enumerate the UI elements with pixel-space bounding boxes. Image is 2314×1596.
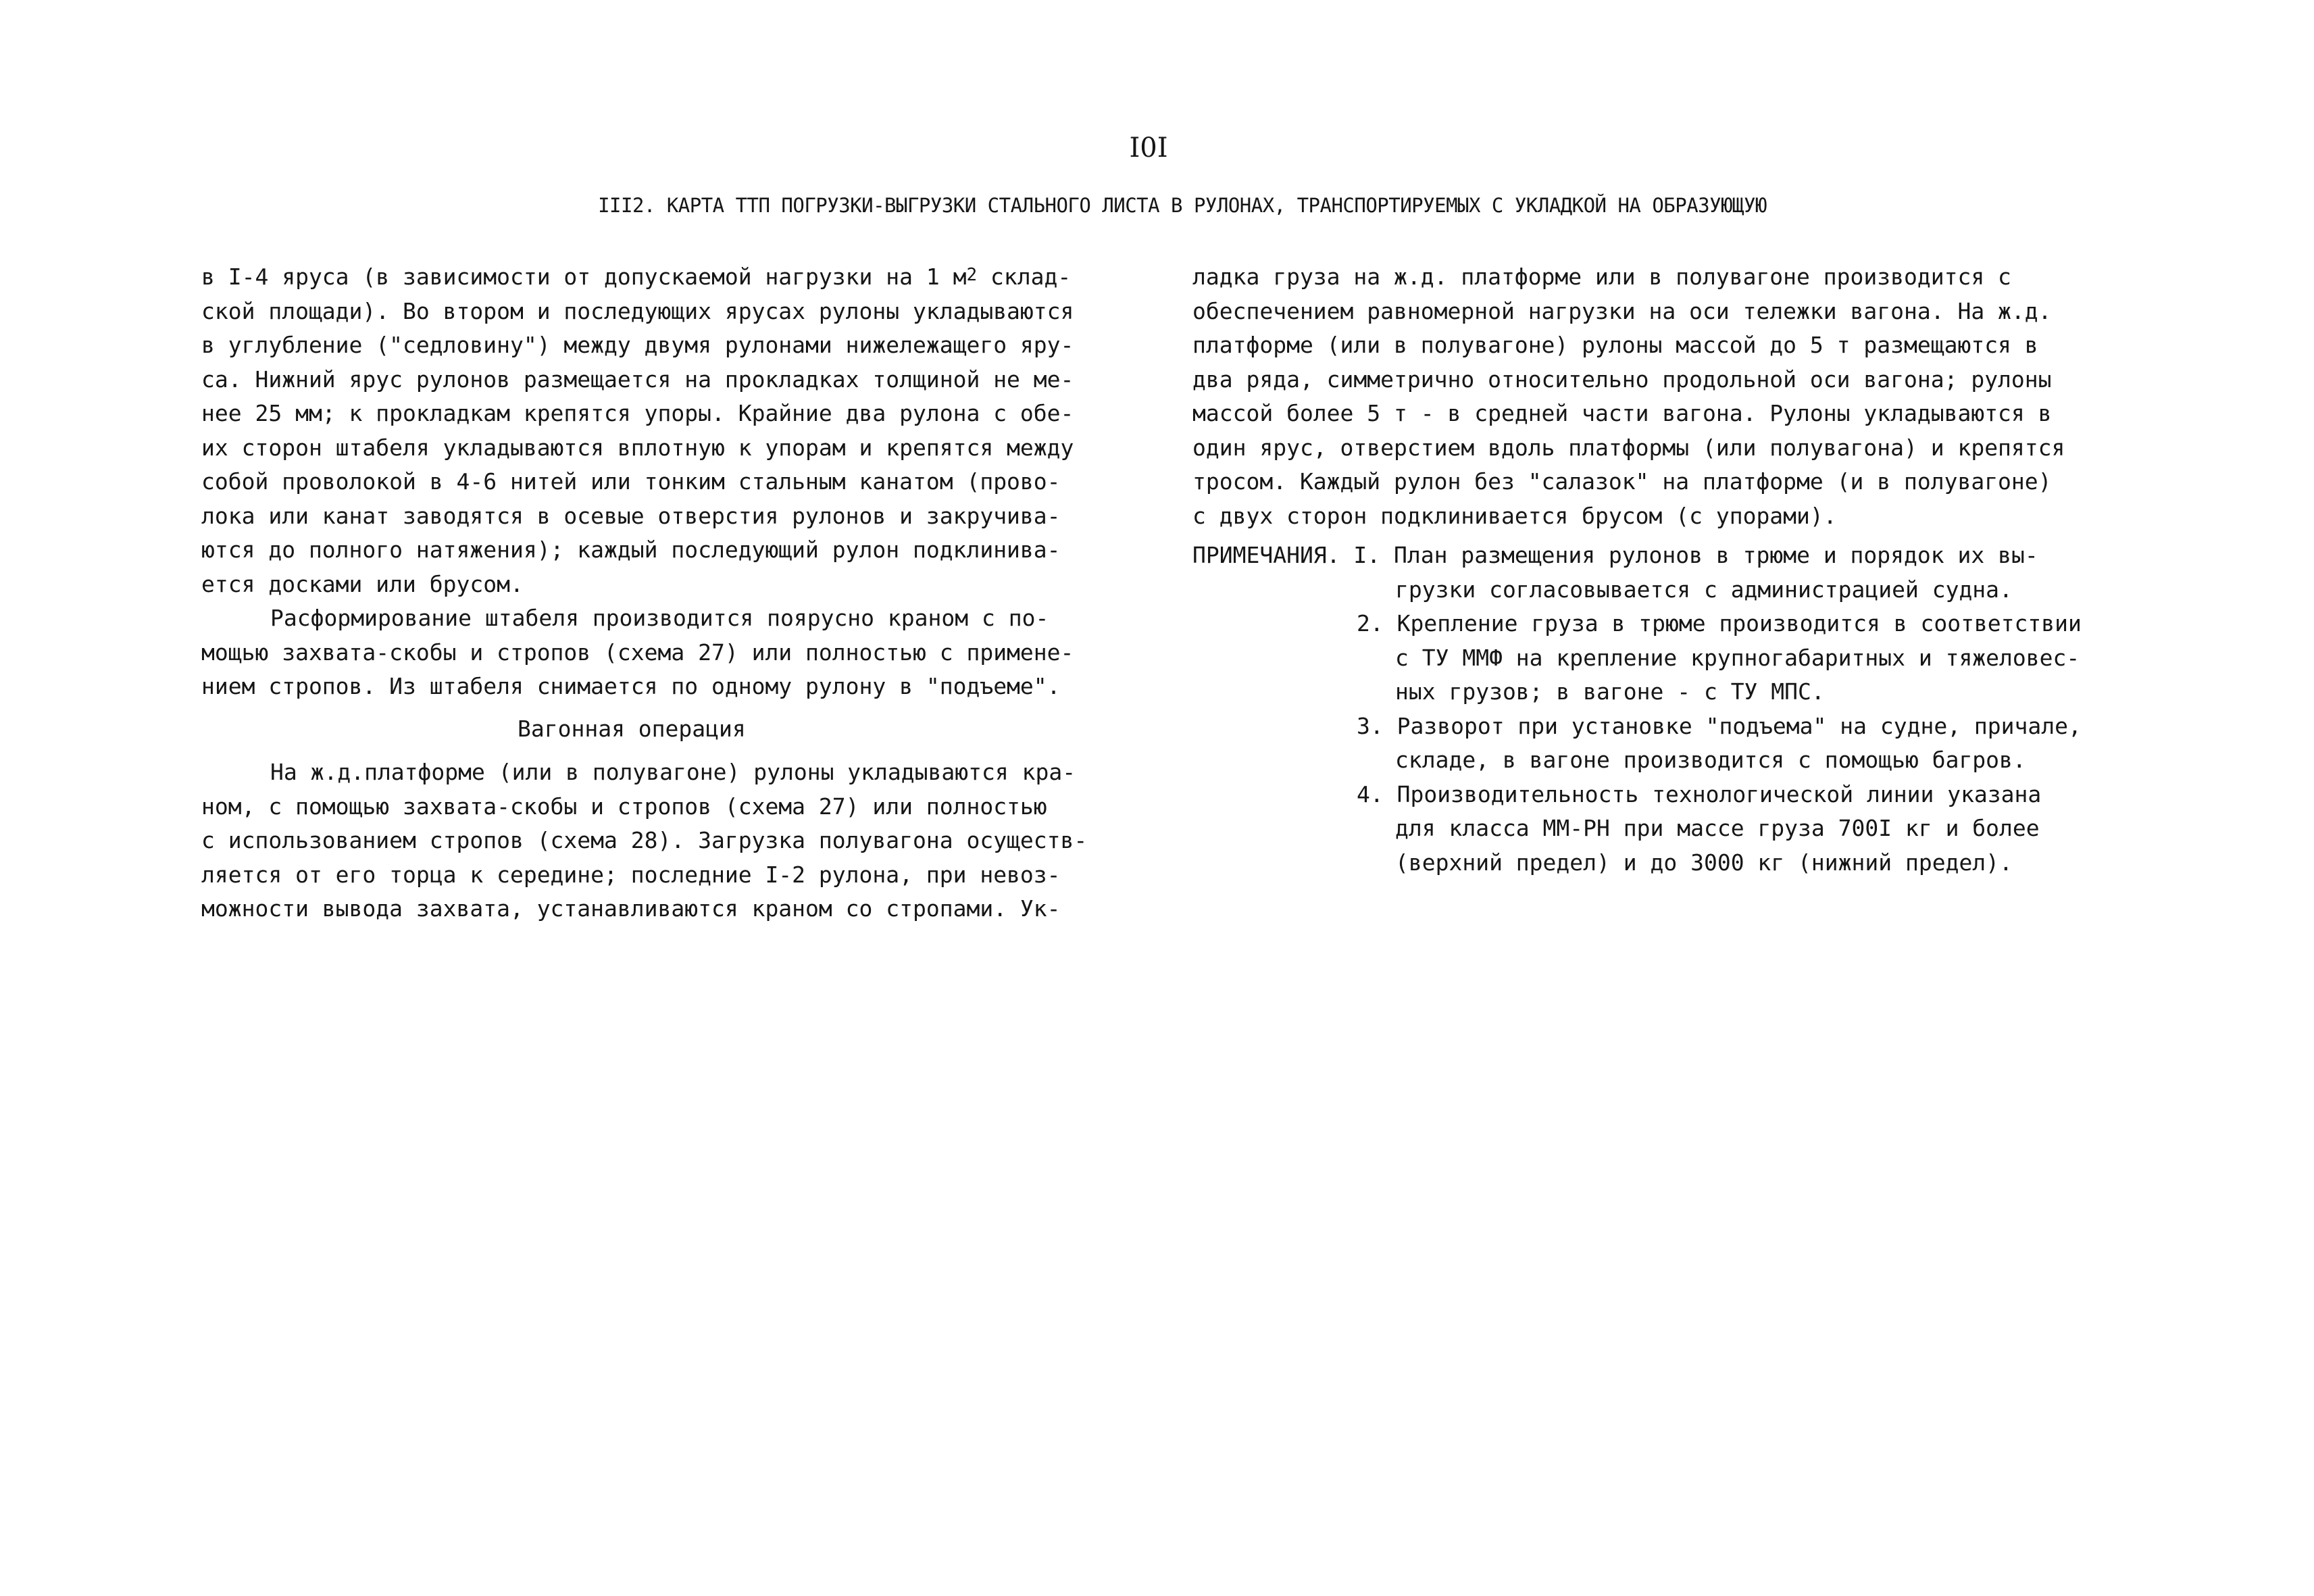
paragraph-line: в углубление ("седловину") между двумя рулонами нижележащего яру- [201, 332, 1074, 358]
note-item [1192, 778, 2121, 812]
note-number: 3. [1357, 712, 1384, 739]
note-item [1192, 539, 2121, 573]
paragraph-line: мощью захвата-скобы и стропов (схема 27) или полностью с примене- [201, 639, 1074, 666]
paragraph-line: два ряда, симметрично относительно продольной оси вагона; рулоны [1192, 366, 2052, 393]
paragraph-line: лока или канат заводятся в осевые отверстия рулонов и закручива- [201, 502, 1061, 529]
paragraph-line: тросом. Каждый рулон без "салазок" на платформе (и в полувагоне) [1192, 468, 2052, 495]
note-item [1192, 709, 2121, 744]
paragraph-line: ской площади). Во втором и последующих ярусах рулоны укладываются [201, 297, 1074, 324]
note-text: Производительность технологической линии указана [1397, 780, 2042, 807]
notes-section [1192, 539, 2121, 880]
note-item [1192, 607, 2121, 641]
paragraph-line: с двух сторон подклинивается брусом (с упорами). [1192, 502, 1837, 529]
paragraph-line: собой проволокой в 4-6 нитей или тонким стальным канатом (прово- [201, 468, 1061, 495]
note-number: I. [1353, 542, 1381, 568]
paragraph-line: их сторон штабеля укладываются вплотную к упорам и крепятся между [201, 434, 1074, 461]
note-text: грузки согласовывается с администрацией судна. [1395, 576, 2013, 603]
note-number: 2. [1357, 610, 1384, 637]
document-title: III2. КАРТА ТТП ПОГРУЗКИ-ВЫГРУЗКИ СТАЛЬНОГО ЛИСТА В РУЛОНАХ, ТРАНСПОРТИРУЕМЫХ С УКЛАДКОЙ НА ОБРАЗУЮЩУЮ [598, 194, 1767, 217]
paragraph-line [201, 260, 1107, 295]
note-text: План размещения рулонов в трюме и порядок их вы- [1394, 542, 2038, 568]
superscript: 2 [966, 265, 978, 285]
note-text: для класса ММ-РН при массе груза 700I кг и более [1395, 815, 2040, 841]
paragraph-line: нием стропов. Из штабеля снимается по одному рулону в "подъеме". [201, 673, 1061, 699]
paragraph-line: ляется от его торца к середине; последние I-2 рулона, при невоз- [201, 861, 1061, 888]
paragraph-line: с использованием стропов (схема 28). Загрузка полувагона осуществ- [201, 827, 1088, 853]
note-text: Разворот при установке "подъема" на судне, причале, [1397, 712, 2082, 739]
text-run: в I-4 яруса (в зависимости от допускаемой нагрузки на 1 м [201, 264, 967, 290]
left-column [201, 260, 1107, 926]
right-column [1192, 260, 2121, 880]
paragraph-line: один ярус, отверстием вдоль платформы (или полувагона) и крепятся [1192, 434, 2065, 461]
paragraph-line: На ж.д.платформе (или в полувагоне) рулоны укладываются кра- [270, 759, 1076, 785]
paragraph-line: нее 25 мм; к прокладкам крепятся упоры. Крайние два рулона с обе- [201, 400, 1074, 426]
paragraph-line: можности вывода захвата, устанавливаются краном со стропами. Ук- [201, 895, 1061, 922]
paragraph-line: ются до полного натяжения); каждый последующий рулон подклинива- [201, 537, 1061, 563]
notes-label: ПРИМЕЧАНИЯ. [1192, 542, 1340, 568]
paragraph-line: ладка груза на ж.д. платформе или в полувагоне производится с [1192, 264, 2011, 290]
note-number: 4. [1357, 780, 1384, 807]
paragraph-line: массой более 5 т - в средней части вагона. Рулоны укладываются в [1192, 400, 2052, 426]
note-text: (верхний предел) и до 3000 кг (нижний предел). [1395, 849, 2013, 876]
note-text: Крепление груза в трюме производится в соответствии [1397, 610, 2082, 637]
note-text: с ТУ ММФ на крепление крупногабаритных и тяжеловес- [1395, 644, 2080, 671]
note-text: ных грузов; в вагоне - с ТУ МПС. [1395, 678, 1825, 705]
paragraph-line: обеспечением равномерной нагрузки на оси тележки вагона. На ж.д. [1192, 297, 2052, 324]
text-run: склад- [977, 264, 1072, 290]
section-heading: Вагонная операция [518, 715, 746, 742]
paragraph-line: платформе (или в полувагоне) рулоны массой до 5 т размещаются в [1192, 332, 2038, 358]
paragraph-line: са. Нижний ярус рулонов размещается на прокладках толщиной не ме- [201, 366, 1074, 393]
note-text: складе, в вагоне производится с помощью багров. [1395, 747, 2026, 773]
paragraph-line: ном, с помощью захвата-скобы и стропов (схема 27) или полностью [201, 793, 1047, 820]
paragraph-line: ется досками или брусом. [201, 570, 524, 597]
paragraph-line: Расформирование штабеля производится поярусно краном с по- [270, 605, 1049, 631]
page-number: I0I [1129, 132, 1168, 164]
